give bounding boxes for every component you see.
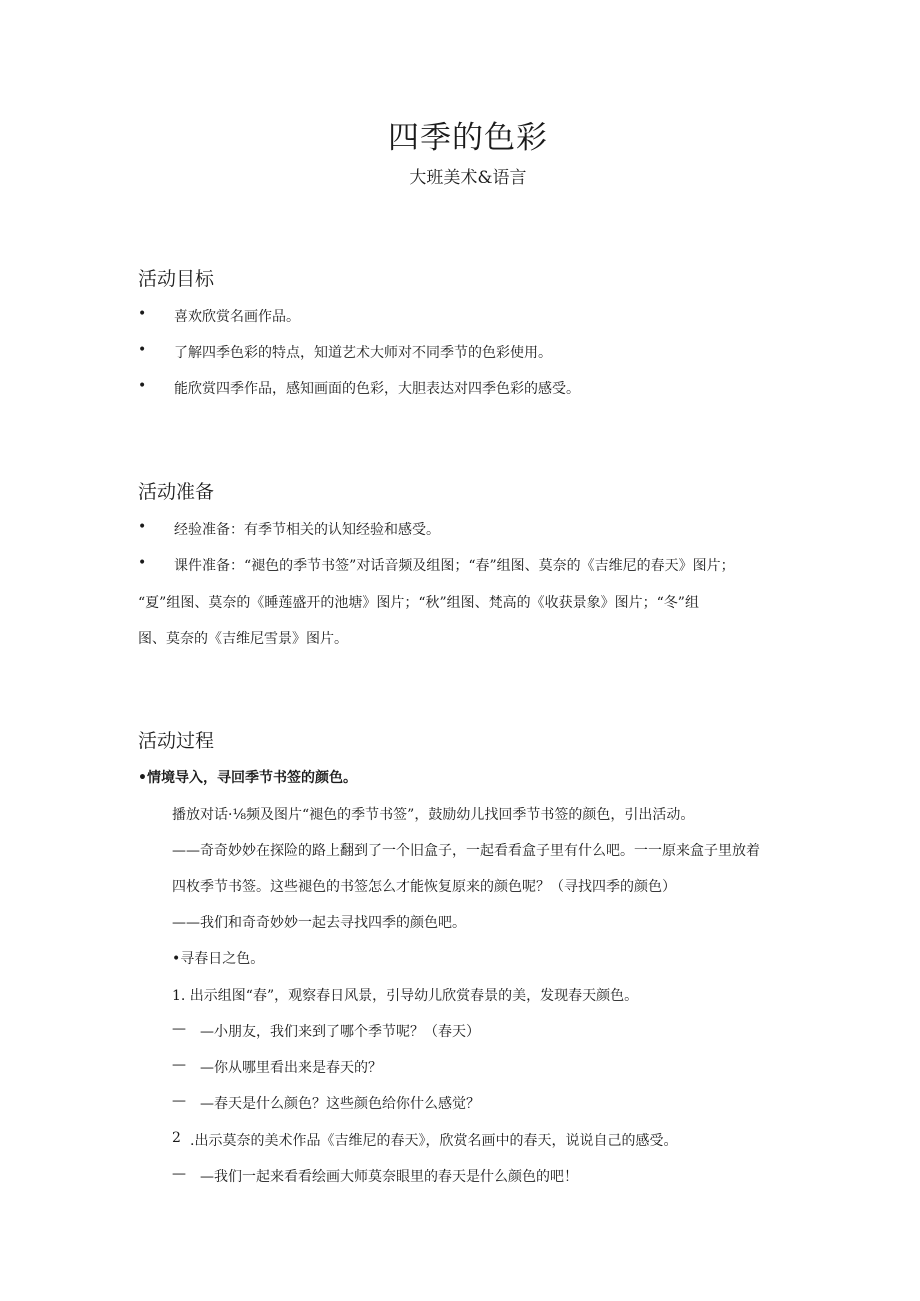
dash-mark: — (172, 1021, 186, 1037)
dash-mark: — (172, 1166, 186, 1182)
bullet-icon: • (138, 555, 147, 571)
process-paragraph-3: ——我们和奇奇妙妙一起去寻找四季的颜色吧。 (172, 915, 466, 931)
goal-item-text: 了解四季色彩的特点，知道艺术大师对不同季节的色彩使用。 (174, 345, 552, 361)
prep-item-2-line-3: 图、莫奈的《吉维尼雪景》图片。 (138, 631, 348, 647)
spring-step-1: 1. 出示组图“春”，观察春日风景，引导幼儿欣赏春景的美，发现春天颜色。 (172, 988, 639, 1004)
prep-item-2-line-2: “夏”组图、莫奈的《睡莲盛开的池塘》图片；“秋”组图、梵高的《收获景象》图片；“冬”组 (138, 595, 699, 611)
process-paragraph-1: 播放对话·⅛频及图片“褪色的季节书签”，鼓励幼儿找回季节书签的颜色，引出活动。 (172, 807, 695, 823)
dash-mark: — (172, 1093, 186, 1109)
bullet-icon: • (138, 342, 147, 358)
spring-question-3: —春天是什么颜色？这些颜色给你什么感觉？ (200, 1096, 480, 1112)
dash-mark: — (172, 1057, 186, 1073)
process-step-1-title: •情境导入，寻回季节书签的颜色。 (138, 770, 357, 786)
bullet-icon: • (138, 519, 147, 535)
document-title: 四季的色彩 (388, 120, 548, 156)
prep-item-text: 经验准备：有季节相关的认知经验和感受。 (174, 522, 440, 538)
process-paragraph-2-line-1: ——奇奇妙妙在探险的路上翻到了一个旧盒子，一起看看盒子里有什么吧。一一原来盒子里放着 (172, 843, 760, 859)
spring-step-2-text: .出示莫奈的美术作品《吉维尼的春天》，欣赏名画中的春天，说说自己的感受。 (190, 1133, 678, 1149)
process-heading: 活动过程 (138, 730, 215, 752)
spring-question-2: —你从哪里看出来是春天的？ (200, 1060, 382, 1076)
spring-step-2-number: 2 (172, 1130, 181, 1146)
bullet-icon: • (138, 378, 147, 394)
goal-item-text: 喜欢欣赏名画作品。 (174, 309, 300, 325)
spring-question-4: —我们一起来看看绘画大师莫奈眼里的春天是什么颜色的吧！ (200, 1169, 578, 1185)
spring-question-1: —小朋友，我们来到了哪个季节呢？（春天） (200, 1024, 480, 1040)
spring-section-title: •寻春日之色。 (172, 951, 265, 967)
document-subtitle: 大班美术&语言 (409, 168, 527, 188)
process-paragraph-2-line-2: 四枚季节书签。这些褪色的书签怎么才能恢复原来的颜色呢？（寻找四季的颜色） (172, 879, 676, 895)
bullet-icon: • (138, 306, 147, 322)
goal-item-text: 能欣赏四季作品，感知画面的色彩，大胆表达对四季色彩的感受。 (174, 381, 580, 397)
prep-item-text: 课件准备：“褪色的季节书签”对话音频及组图；“春”组图、莫奈的《吉维尼的春天》图片； (174, 558, 735, 574)
goals-heading: 活动目标 (138, 268, 215, 290)
preparation-heading: 活动准备 (138, 481, 215, 503)
